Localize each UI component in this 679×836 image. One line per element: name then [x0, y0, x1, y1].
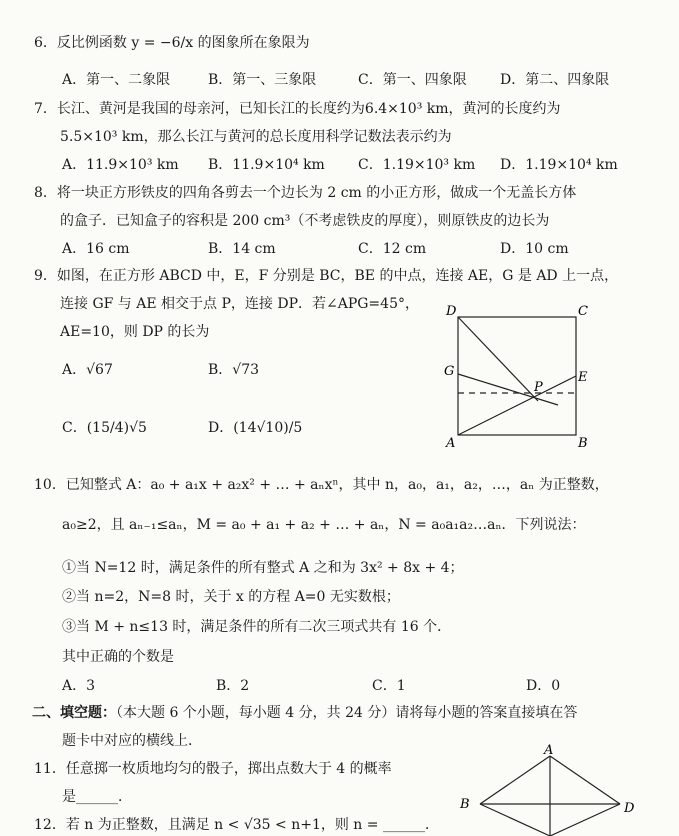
- q10-statement-3: ③当 M + n≤13 时，满足条件的所有二次三项式共有 16 个．: [62, 619, 452, 635]
- label-c: C: [578, 305, 588, 319]
- label-a: A: [446, 436, 456, 451]
- q10-option-c: C．1: [372, 678, 406, 694]
- q8-line1: 8．将一块正方形铁皮的四角各剪去一个边长为 2 cm 的小正方形，做成一个无盖长方体: [34, 185, 577, 201]
- q10-option-d: D．0: [526, 678, 561, 694]
- section2-desc2: 题卡中对应的横线上．: [62, 733, 202, 749]
- q7-option-c: C．1.19×10³ km: [358, 157, 476, 173]
- segment-ad: [550, 756, 620, 804]
- q10-line1: 10．已知整式 A：a₀ + a₁x + a₂x² + … + aₙxⁿ，其中 n，a₀，a₁，a₂，…，aₙ 为正整数，: [34, 477, 609, 493]
- segment-lower-left: [480, 804, 550, 836]
- section2-header: [32, 703, 577, 723]
- q10-options: [62, 676, 642, 696]
- q7-option-d: D．1.19×10⁴ km: [500, 157, 618, 173]
- q6-option-c: C．第一、四象限: [358, 72, 467, 88]
- q7-option-b: B．11.9×10⁴ km: [208, 157, 325, 173]
- q6-stem: 6．反比例函数 y = −6/x 的图象所在象限为: [34, 35, 310, 51]
- label-d: D: [446, 305, 457, 319]
- kite-label-b: B: [460, 797, 470, 812]
- q10-statement-1: ①当 N=12 时，满足条件的所有整式 A 之和为 3x² + 8x + 4；: [62, 560, 464, 576]
- q6-option-a: A．第一、二象限: [62, 72, 171, 88]
- q7-options: [62, 155, 642, 175]
- q10-question: 其中正确的个数是: [62, 649, 174, 665]
- q6-options: [62, 70, 642, 90]
- q7-line2: 5.5×10³ km，那么长江与黄河的总长度用科学记数法表示约为: [60, 129, 452, 145]
- q11-kite-figure: [456, 742, 646, 836]
- q10-statement-2: ②当 n=2，N=8 时，关于 x 的方程 A=0 无实数根；: [62, 589, 400, 605]
- kite-label-d: D: [624, 801, 635, 816]
- q8-option-d: D．10 cm: [500, 241, 569, 257]
- q11-line2: 是______．: [62, 789, 132, 805]
- q6-option-d: D．第二、四象限: [500, 72, 610, 88]
- q9-option-a: A．√67: [62, 362, 113, 378]
- segment-ae: [458, 376, 576, 435]
- segment-ab: [480, 756, 550, 804]
- q10-option-a: A．3: [62, 678, 96, 694]
- q10-line2: a₀≥2，且 aₙ₋₁≤aₙ，M = a₀ + a₁ + a₂ + … + aₙ，N = a₀a₁a₂…aₙ．下列说法：: [62, 517, 586, 533]
- segment-lower-right: [550, 804, 620, 836]
- q9-square-figure: [440, 305, 600, 453]
- square-abcd: [458, 317, 576, 435]
- q7-line1: 7．长江、黄河是我国的母亲河，已知长江的长度约为6.4×10³ km，黄河的长度约为: [34, 101, 561, 117]
- q9-line3: AE=10，则 DP 的长为: [60, 324, 210, 340]
- segment-gf: [458, 374, 558, 405]
- q9-line2: 连接 GF 与 AE 相交于点 P，连接 DP．若∠APG=45°，: [60, 296, 419, 312]
- q8-option-a: A．16 cm: [62, 241, 130, 257]
- q8-options: [62, 239, 642, 259]
- q10-option-b: B．2: [216, 678, 250, 694]
- label-e: E: [578, 370, 588, 385]
- q8-option-c: C．12 cm: [358, 241, 427, 257]
- q7-option-a: A．11.9×10³ km: [62, 157, 179, 173]
- q8-option-b: B．14 cm: [208, 241, 276, 257]
- q9-line1: 9．如图，在正方形 ABCD 中，E，F 分别是 BC，BE 的中点，连接 AE，G 是 AD 上一点，: [34, 268, 619, 284]
- q9-option-d: D．(14√10)/5: [208, 420, 303, 436]
- label-g: G: [444, 364, 455, 379]
- section2-title: 二、填空题：: [32, 705, 116, 721]
- kite-label-a: A: [544, 743, 554, 758]
- q9-option-c: C．(15/4)√5: [62, 420, 147, 436]
- q12-line1: 12．若 n 为正整数，且满足 n < √35 < n+1，则 n = ______．: [34, 817, 439, 833]
- segment-dp: [458, 317, 538, 401]
- q6-option-b: B．第一、三象限: [208, 72, 317, 88]
- q11-line1: 11．任意掷一枚质地均匀的骰子，掷出点数大于 4 的概率: [34, 761, 392, 777]
- section2-desc: （本大题 6 个小题，每小题 4 分，共 24 分）请将每小题的答案直接填在答: [116, 705, 578, 721]
- q9-option-b: B．√73: [208, 362, 260, 378]
- q8-line2: 的盒子．已知盒子的容积是 200 cm³（不考虑铁皮的厚度），则原铁皮的边长为: [60, 213, 550, 229]
- label-p: P: [534, 380, 543, 395]
- label-b: B: [578, 436, 588, 451]
